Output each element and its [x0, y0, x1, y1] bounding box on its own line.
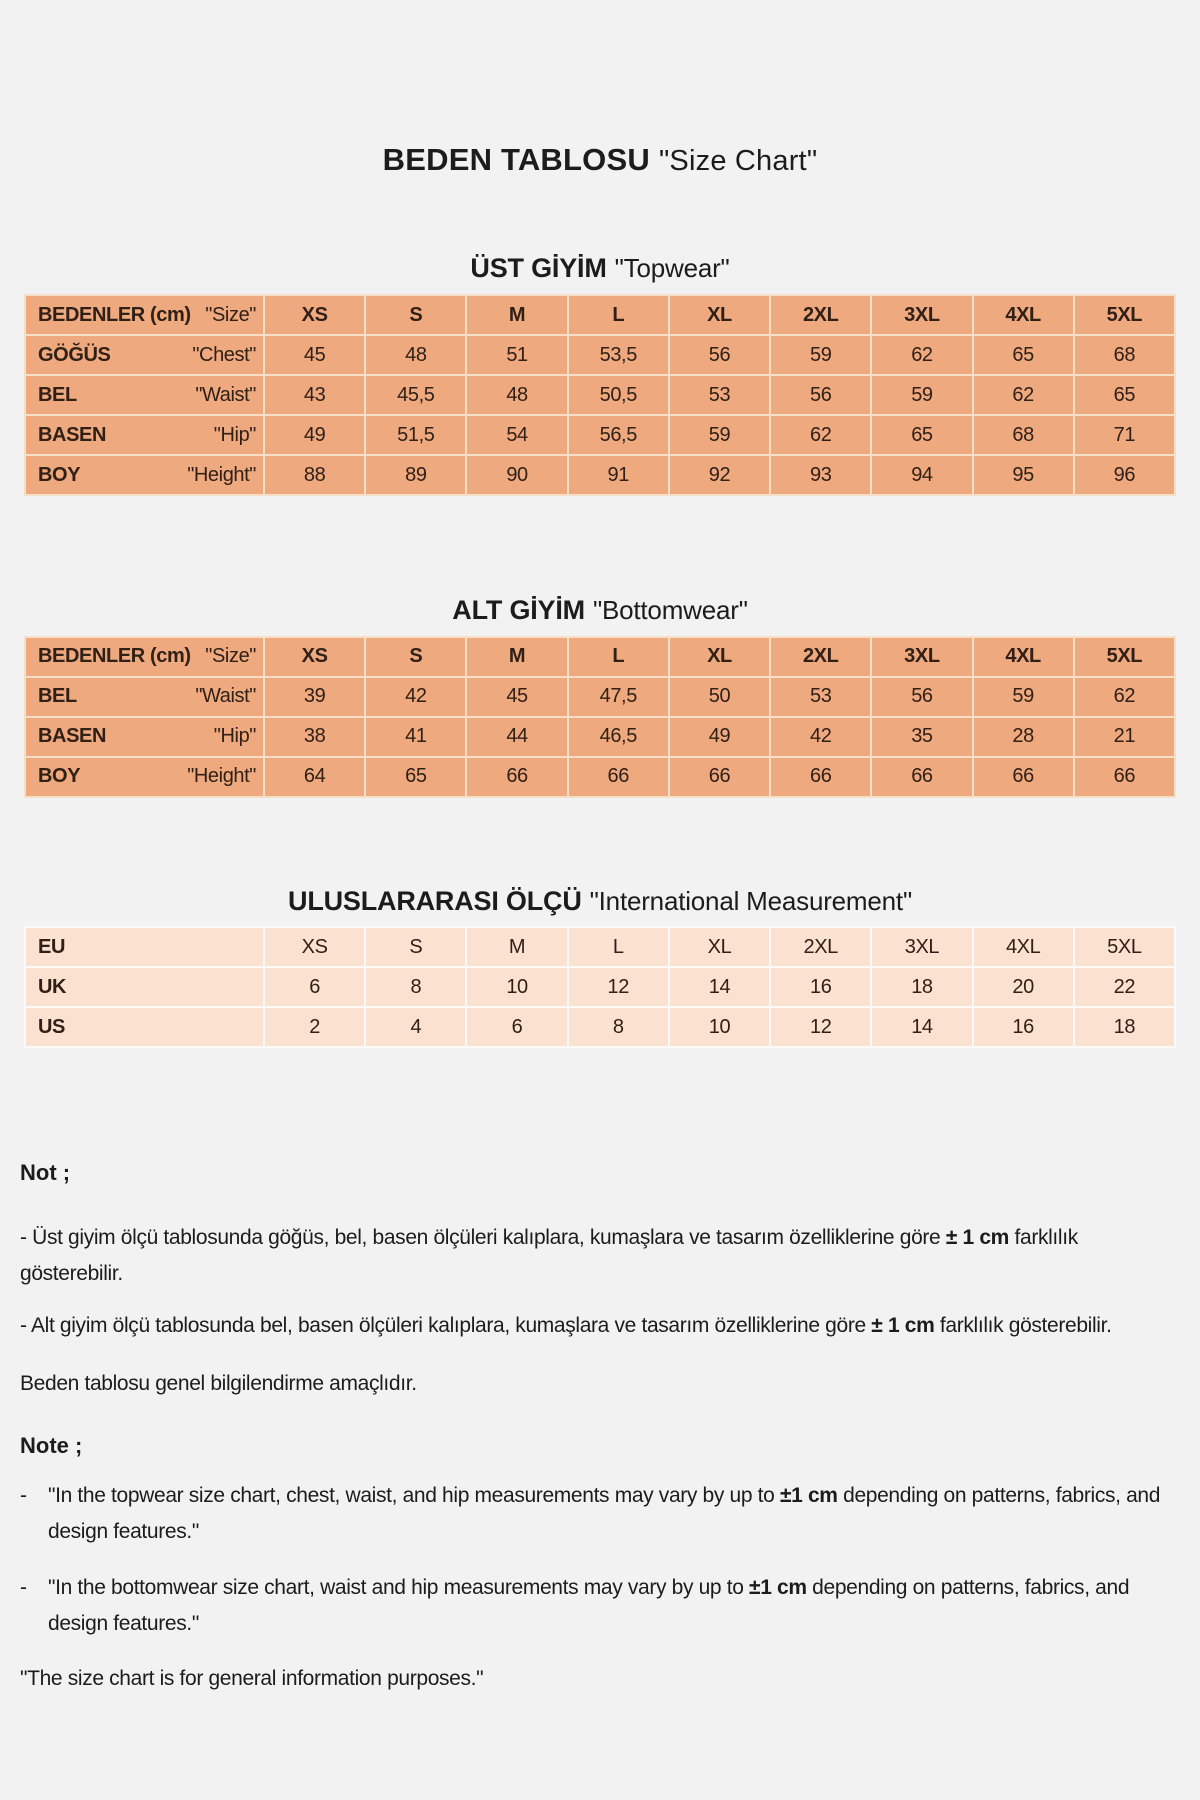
- value-cell: 48: [467, 376, 566, 414]
- note-tr-general: Beden tablosu genel bilgilendirme amaçlıdır.: [20, 1371, 417, 1395]
- table-row-hip: [26, 416, 1174, 454]
- value-cell: 88: [265, 456, 364, 494]
- page-title: [0, 142, 1200, 178]
- value-cell: 64: [265, 758, 364, 796]
- row-label-cell: [26, 718, 263, 756]
- topwear-heading: [0, 254, 1200, 284]
- value-cell: 12: [569, 968, 668, 1006]
- value-cell: 91: [569, 456, 668, 494]
- value-cell: 56: [872, 678, 971, 716]
- value-cell: 4XL: [974, 928, 1073, 966]
- value-cell: 94: [872, 456, 971, 494]
- value-cell: 2XL: [771, 928, 870, 966]
- value-cell: 66: [467, 758, 566, 796]
- note-bold: ± 1 cm: [945, 1226, 1010, 1250]
- value-cell: 56,5: [569, 416, 668, 454]
- corner-cell: [26, 296, 263, 334]
- bottomwear-table: [24, 636, 1176, 798]
- value-cell: 20: [974, 968, 1073, 1006]
- row-label: BASEN: [38, 725, 107, 748]
- row-label: BEL: [38, 685, 77, 708]
- bullet-marker: -: [20, 1483, 27, 1507]
- row-label-quote: "Hip": [213, 725, 256, 748]
- table-row-height: [26, 758, 1174, 796]
- value-cell: 45: [467, 678, 566, 716]
- value-cell: 38: [265, 718, 364, 756]
- row-label-cell: [26, 336, 263, 374]
- bottomwear-heading-main: ALT GİYİM: [452, 595, 585, 626]
- value-cell: 35: [872, 718, 971, 756]
- table-row-chest: [26, 336, 1174, 374]
- note-en-bottomwear: [20, 1570, 1180, 1642]
- row-label: GÖĞÜS: [38, 343, 111, 366]
- topwear-heading-sub: "Topwear": [614, 253, 730, 284]
- value-cell: 54: [467, 416, 566, 454]
- page-title-main: BEDEN TABLOSU: [382, 142, 650, 177]
- value-cell: 93: [771, 456, 870, 494]
- table-row-eu: [26, 928, 1174, 966]
- row-label: BOY: [38, 765, 81, 788]
- row-label-quote: "Waist": [195, 383, 256, 406]
- value-cell: 53,5: [569, 336, 668, 374]
- value-cell: 5XL: [1075, 928, 1174, 966]
- value-cell: 16: [974, 1008, 1073, 1046]
- value-cell: S: [366, 928, 465, 966]
- size-header-cell: XS: [265, 638, 364, 676]
- note-tr-bottomwear: [20, 1308, 1180, 1344]
- value-cell: 68: [974, 416, 1073, 454]
- corner-quote: "Size": [205, 303, 256, 326]
- note-text: "In the topwear size chart, chest, waist, and hip measurements may vary by up to: [48, 1483, 780, 1507]
- value-cell: 68: [1075, 336, 1174, 374]
- value-cell: 21: [1075, 718, 1174, 756]
- corner-label: BEDENLER (cm): [38, 303, 191, 326]
- size-header-cell: 5XL: [1075, 638, 1174, 676]
- value-cell: 46,5: [569, 718, 668, 756]
- value-cell: 28: [974, 718, 1073, 756]
- row-label-cell: [26, 1008, 263, 1046]
- value-cell: 56: [771, 376, 870, 414]
- value-cell: 10: [467, 968, 566, 1006]
- value-cell: 51: [467, 336, 566, 374]
- value-cell: 66: [670, 758, 769, 796]
- size-header-cell: 4XL: [974, 638, 1073, 676]
- size-header-cell: L: [569, 638, 668, 676]
- row-label-cell: [26, 968, 263, 1006]
- size-header-cell: XL: [670, 638, 769, 676]
- value-cell: 8: [569, 1008, 668, 1046]
- value-cell: 59: [974, 678, 1073, 716]
- value-cell: 42: [366, 678, 465, 716]
- size-header-cell: 5XL: [1075, 296, 1174, 334]
- note-text: farklılık gösterebilir.: [934, 1314, 1112, 1338]
- row-label: BASEN: [38, 423, 107, 446]
- value-cell: 49: [670, 718, 769, 756]
- value-cell: 65: [1075, 376, 1174, 414]
- size-header-cell: 3XL: [872, 638, 971, 676]
- row-label-quote: "Height": [187, 765, 256, 788]
- value-cell: 96: [1075, 456, 1174, 494]
- table-row-uk: [26, 968, 1174, 1006]
- row-label-cell: [26, 758, 263, 796]
- value-cell: 42: [771, 718, 870, 756]
- size-header-cell: XS: [265, 296, 364, 334]
- value-cell: M: [467, 928, 566, 966]
- bullet-text: [48, 1570, 1180, 1642]
- size-header-cell: 2XL: [771, 638, 870, 676]
- value-cell: 45,5: [366, 376, 465, 414]
- value-cell: 50,5: [569, 376, 668, 414]
- value-cell: 53: [771, 678, 870, 716]
- value-cell: 59: [771, 336, 870, 374]
- value-cell: 22: [1075, 968, 1174, 1006]
- value-cell: 59: [872, 376, 971, 414]
- size-header-cell: 4XL: [974, 296, 1073, 334]
- value-cell: 62: [771, 416, 870, 454]
- value-cell: 71: [1075, 416, 1174, 454]
- value-cell: 44: [467, 718, 566, 756]
- table-row-hip: [26, 718, 1174, 756]
- value-cell: 53: [670, 376, 769, 414]
- note-text: depending on patterns, fabrics, and design features.": [48, 1575, 1130, 1635]
- value-cell: 89: [366, 456, 465, 494]
- note-text: depending on patterns, fabrics, and design features.": [48, 1483, 1161, 1543]
- value-cell: 65: [872, 416, 971, 454]
- value-cell: 50: [670, 678, 769, 716]
- value-cell: 4: [366, 1008, 465, 1046]
- value-cell: 66: [872, 758, 971, 796]
- value-cell: 3XL: [872, 928, 971, 966]
- value-cell: 59: [670, 416, 769, 454]
- note-text: farklılık gösterebilir.: [20, 1226, 1078, 1286]
- note-text: "In the bottomwear size chart, waist and hip measurements may vary by up to: [48, 1575, 750, 1599]
- value-cell: 66: [974, 758, 1073, 796]
- value-cell: 18: [1075, 1008, 1174, 1046]
- value-cell: 47,5: [569, 678, 668, 716]
- table-header-row: [26, 638, 1174, 676]
- value-cell: 49: [265, 416, 364, 454]
- value-cell: 62: [1075, 678, 1174, 716]
- value-cell: 18: [872, 968, 971, 1006]
- row-label-quote: "Hip": [213, 423, 256, 446]
- value-cell: 12: [771, 1008, 870, 1046]
- size-header-cell: M: [467, 638, 566, 676]
- note-bold: ±1 cm: [779, 1483, 838, 1507]
- international-heading-main: ULUSLARARASI ÖLÇÜ: [288, 885, 582, 916]
- bottomwear-heading: [0, 596, 1200, 626]
- value-cell: 62: [974, 376, 1073, 414]
- size-header-cell: L: [569, 296, 668, 334]
- value-cell: 62: [872, 336, 971, 374]
- value-cell: 8: [366, 968, 465, 1006]
- note-tr-topwear: [20, 1220, 1180, 1292]
- international-heading: [0, 887, 1200, 917]
- value-cell: L: [569, 928, 668, 966]
- note-text: - Üst giyim ölçü tablosunda göğüs, bel, basen ölçüleri kalıplara, kumaşlara ve tasarım özelliklerine göre: [20, 1226, 946, 1250]
- row-label-quote: "Height": [187, 463, 256, 486]
- bullet-marker: -: [20, 1575, 27, 1599]
- table-row-waist: [26, 376, 1174, 414]
- note-bold: ±1 cm: [749, 1575, 807, 1599]
- row-label-cell: [26, 416, 263, 454]
- bottomwear-heading-sub: "Bottomwear": [592, 595, 748, 626]
- corner-cell: [26, 638, 263, 676]
- corner-quote: "Size": [205, 645, 256, 668]
- value-cell: XS: [265, 928, 364, 966]
- table-row-waist: [26, 678, 1174, 716]
- value-cell: 6: [467, 1008, 566, 1046]
- note-en-topwear: [20, 1478, 1180, 1550]
- value-cell: 10: [670, 1008, 769, 1046]
- value-cell: 39: [265, 678, 364, 716]
- topwear-heading-main: ÜST GİYİM: [470, 253, 607, 284]
- value-cell: 41: [366, 718, 465, 756]
- value-cell: 95: [974, 456, 1073, 494]
- size-header-cell: M: [467, 296, 566, 334]
- value-cell: 65: [366, 758, 465, 796]
- value-cell: 45: [265, 336, 364, 374]
- row-label-cell: [26, 678, 263, 716]
- table-header-row: [26, 296, 1174, 334]
- value-cell: 48: [366, 336, 465, 374]
- row-label-cell: [26, 456, 263, 494]
- size-header-cell: S: [366, 296, 465, 334]
- value-cell: 2: [265, 1008, 364, 1046]
- value-cell: 51,5: [366, 416, 465, 454]
- value-cell: XL: [670, 928, 769, 966]
- value-cell: 92: [670, 456, 769, 494]
- value-cell: 66: [1075, 758, 1174, 796]
- international-table: [24, 926, 1176, 1048]
- row-label-quote: "Waist": [195, 685, 256, 708]
- bullet-text: [48, 1478, 1180, 1550]
- table-row-us: [26, 1008, 1174, 1046]
- value-cell: 90: [467, 456, 566, 494]
- size-header-cell: XL: [670, 296, 769, 334]
- row-label-cell: [26, 928, 263, 966]
- row-label: US: [38, 1015, 65, 1038]
- topwear-table: [24, 294, 1176, 496]
- value-cell: 56: [670, 336, 769, 374]
- row-label: UK: [38, 975, 67, 998]
- value-cell: 65: [974, 336, 1073, 374]
- value-cell: 43: [265, 376, 364, 414]
- row-label-quote: "Chest": [192, 343, 256, 366]
- corner-label: BEDENLER (cm): [38, 645, 191, 668]
- row-label-cell: [26, 376, 263, 414]
- row-label: BOY: [38, 463, 81, 486]
- value-cell: 66: [569, 758, 668, 796]
- value-cell: 14: [670, 968, 769, 1006]
- notes-section: [20, 1154, 1180, 1697]
- page-title-sub: "Size Chart": [658, 145, 818, 177]
- row-label: BEL: [38, 383, 77, 406]
- international-heading-sub: "International Measurement": [589, 885, 912, 916]
- size-header-cell: S: [366, 638, 465, 676]
- table-row-height: [26, 456, 1174, 494]
- notes-heading-tr: Not ;: [20, 1160, 71, 1186]
- value-cell: 16: [771, 968, 870, 1006]
- note-en-general: "The size chart is for general information purposes.": [20, 1666, 484, 1690]
- value-cell: 14: [872, 1008, 971, 1046]
- value-cell: 6: [265, 968, 364, 1006]
- note-bold: ± 1 cm: [871, 1314, 935, 1338]
- notes-heading-en: Note ;: [20, 1432, 83, 1458]
- row-label: EU: [38, 935, 65, 958]
- note-text: - Alt giyim ölçü tablosunda bel, basen ölçüleri kalıplara, kumaşlara ve tasarım özelliklerine göre: [20, 1314, 872, 1338]
- size-header-cell: 3XL: [872, 296, 971, 334]
- value-cell: 66: [771, 758, 870, 796]
- size-header-cell: 2XL: [771, 296, 870, 334]
